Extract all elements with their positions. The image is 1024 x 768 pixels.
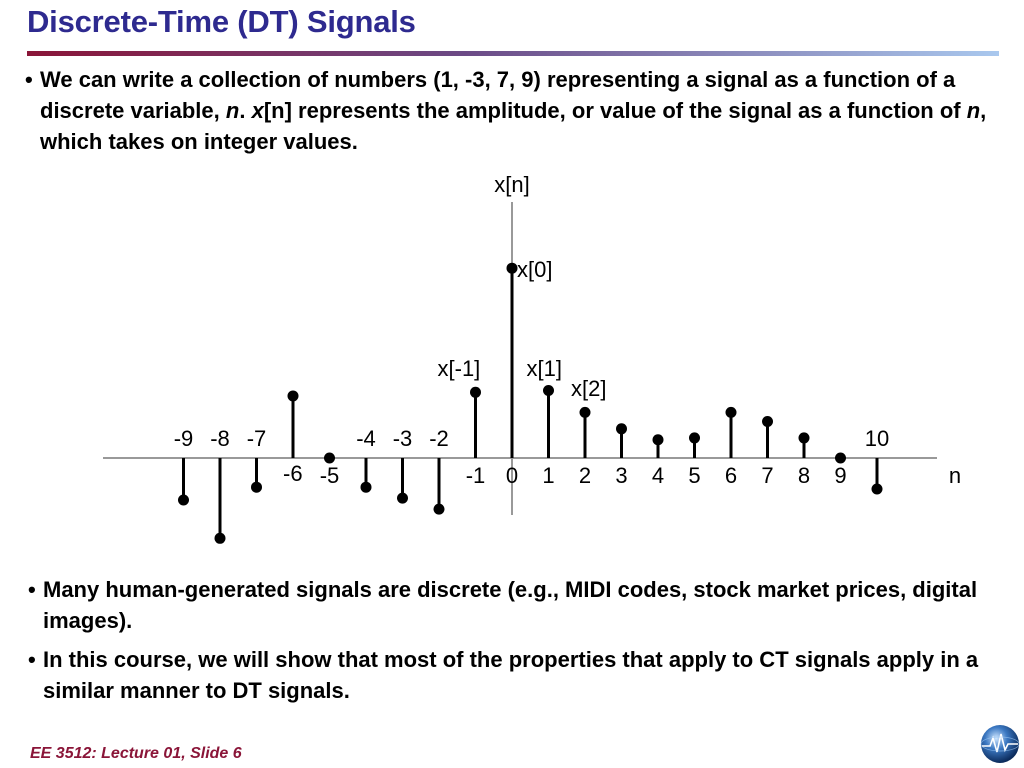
sample-annotation: x[0] bbox=[517, 257, 553, 282]
tick-label: 0 bbox=[505, 463, 519, 488]
bullet-human-signals bbox=[28, 574, 993, 636]
stem-marker bbox=[762, 416, 773, 427]
stem-marker bbox=[178, 494, 189, 505]
stem-marker bbox=[543, 385, 554, 396]
bullet-dot: • bbox=[28, 647, 36, 672]
bullet-italic-n: n bbox=[966, 98, 981, 123]
stem-marker bbox=[580, 407, 591, 418]
bullet-text: , which takes on integer values. bbox=[40, 98, 987, 154]
tick-label: -4 bbox=[356, 426, 376, 451]
tick-label: -6 bbox=[283, 461, 303, 486]
tick-label: -1 bbox=[465, 463, 486, 488]
tick-label: -3 bbox=[392, 426, 413, 451]
stem-marker bbox=[397, 493, 408, 504]
stem-marker bbox=[361, 482, 372, 493]
stem-marker bbox=[835, 453, 846, 464]
bullet-text: [n] represents the amplitude, or value of the signal as a function of bbox=[263, 98, 967, 123]
bullet-text: Many human-generated signals are discrete (e.g., MIDI codes, stock market prices, digital images). bbox=[43, 577, 978, 633]
tick-label: -8 bbox=[210, 426, 230, 451]
stem-marker bbox=[288, 390, 299, 401]
tick-label: 6 bbox=[724, 463, 738, 488]
tick-label: 4 bbox=[651, 463, 665, 488]
x-axis-label: n bbox=[948, 463, 962, 488]
tick-label: 9 bbox=[834, 463, 847, 488]
tick-label: -5 bbox=[319, 463, 340, 488]
y-axis-label: x[n] bbox=[494, 172, 530, 197]
stem-marker bbox=[324, 453, 335, 464]
stem-marker bbox=[470, 387, 481, 398]
stem-marker bbox=[872, 484, 883, 495]
stem-marker bbox=[251, 482, 262, 493]
tick-label: 3 bbox=[615, 463, 628, 488]
bullet-italic-n: n bbox=[225, 98, 240, 123]
stem-marker bbox=[799, 432, 810, 443]
bullet-dot: • bbox=[25, 67, 33, 92]
stem-marker bbox=[507, 263, 518, 274]
stem-marker bbox=[653, 434, 664, 445]
bullet-dot: • bbox=[28, 577, 36, 602]
tick-label: -7 bbox=[246, 426, 267, 451]
tick-label: 7 bbox=[761, 463, 774, 488]
stem-marker bbox=[726, 407, 737, 418]
globe-logo-icon bbox=[980, 724, 1020, 764]
slide-title: Discrete-Time (DT) Signals bbox=[27, 4, 416, 39]
bullet-text: We can write a collection of numbers (1, -3, 7, 9) representing a signal as a function of a discrete variable, bbox=[40, 67, 956, 123]
bullet-text: . bbox=[239, 98, 252, 123]
tick-label: 8 bbox=[797, 463, 811, 488]
sample-annotation: x[-1] bbox=[437, 356, 481, 381]
bullet-italic-x: x bbox=[251, 98, 264, 123]
stem-marker bbox=[689, 432, 700, 443]
bullet-course-properties bbox=[28, 644, 993, 706]
tick-label: -2 bbox=[429, 426, 449, 451]
tick-label: 1 bbox=[542, 463, 555, 488]
tick-label: 5 bbox=[688, 463, 701, 488]
tick-label: 2 bbox=[578, 463, 592, 488]
tick-label: 10 bbox=[864, 426, 890, 451]
sample-annotation: x[2] bbox=[571, 376, 607, 401]
sample-annotation: x[1] bbox=[526, 356, 562, 381]
stem-marker bbox=[434, 504, 445, 515]
bullet-text: In this course, we will show that most of the properties that apply to CT signals apply in a similar manner to DT signals. bbox=[43, 647, 979, 703]
tick-label: -9 bbox=[173, 426, 194, 451]
slide-footer: EE 3512: Lecture 01, Slide 6 bbox=[30, 745, 242, 762]
stem-marker bbox=[616, 423, 627, 434]
stem-marker bbox=[215, 533, 226, 544]
